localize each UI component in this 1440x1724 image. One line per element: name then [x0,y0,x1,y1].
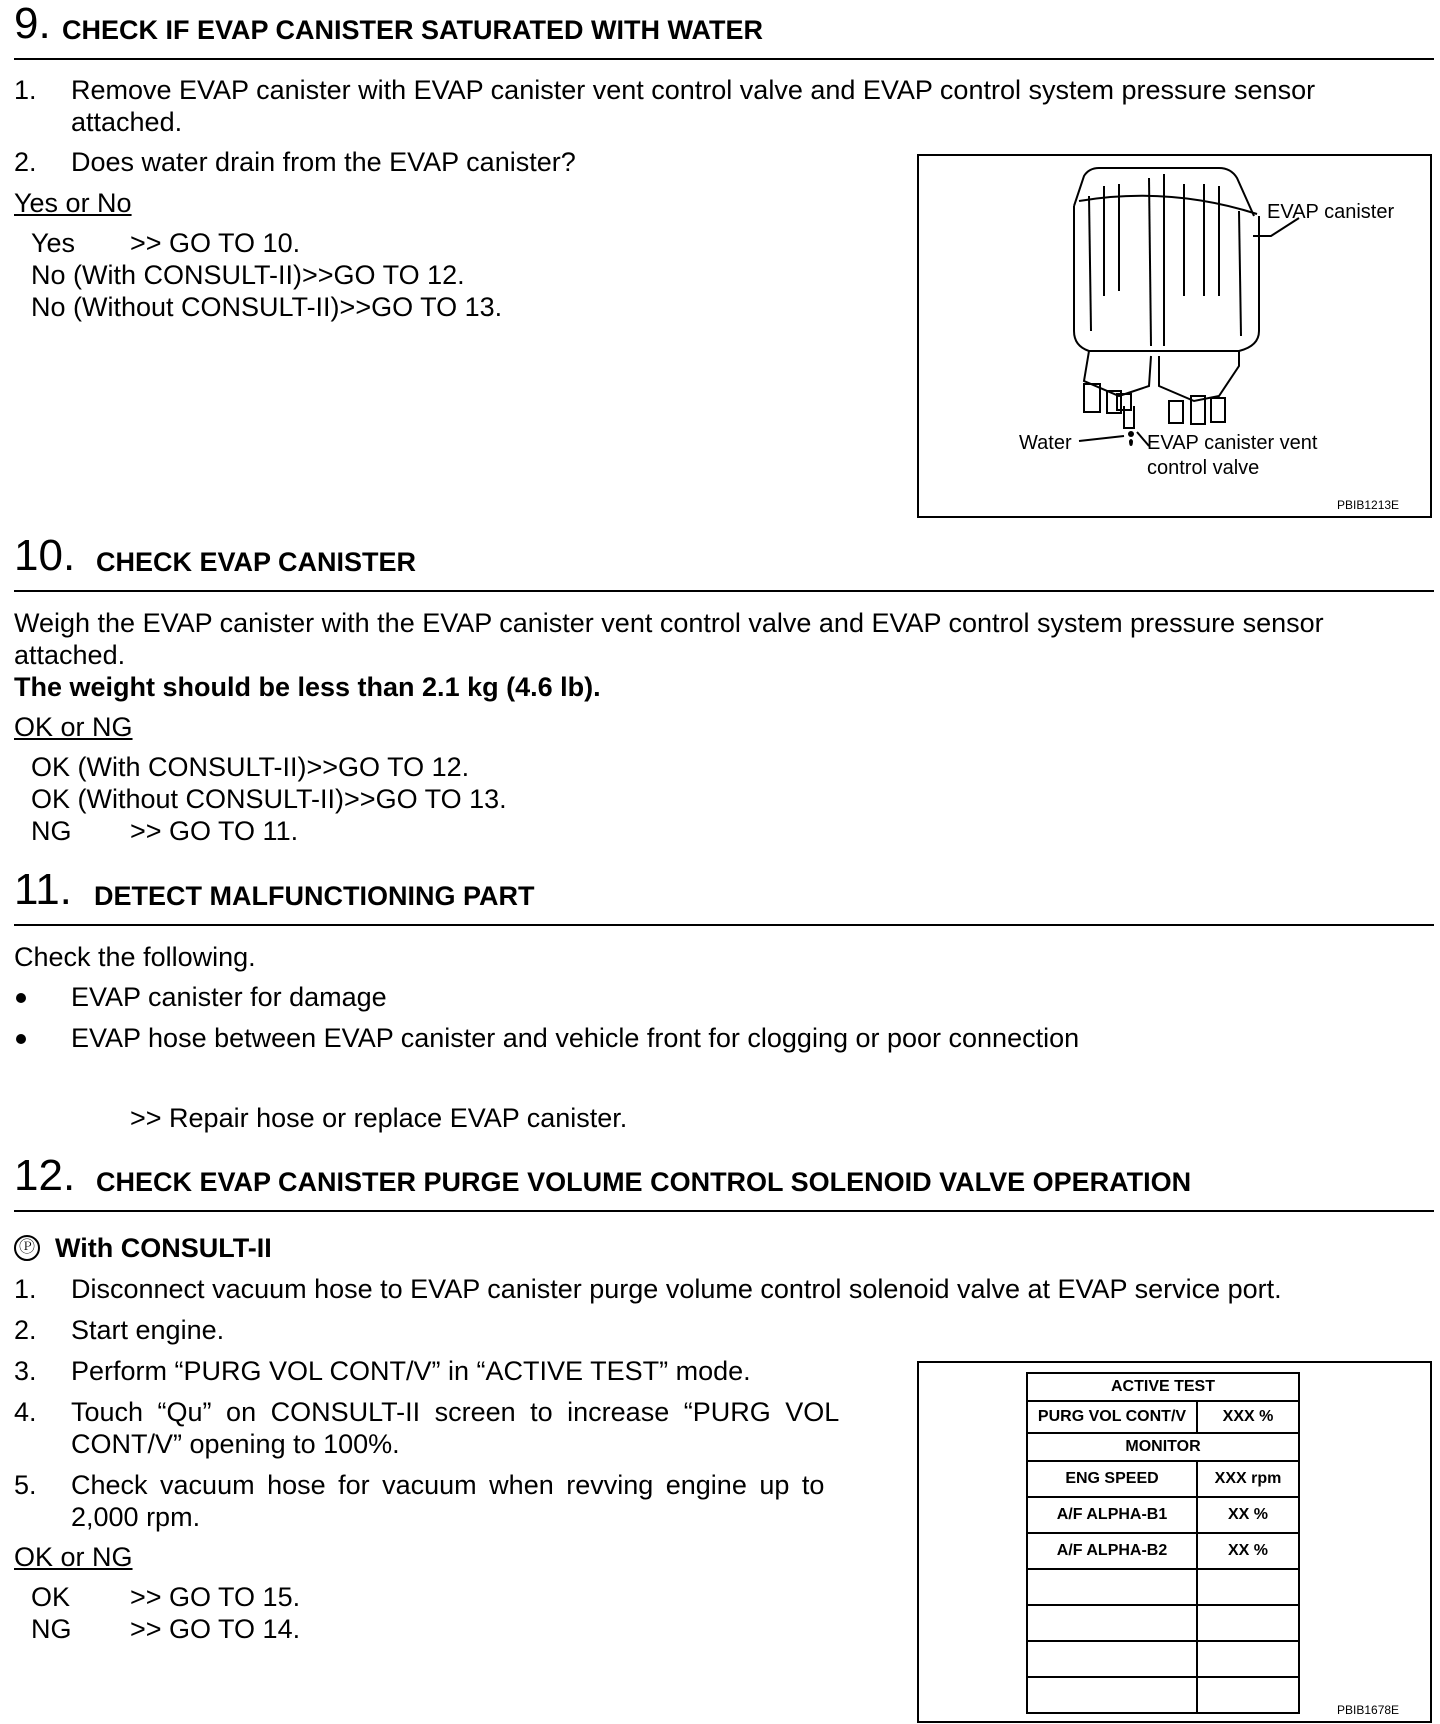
step12-item4-number: 4. [14,1397,37,1427]
step10-header [14,532,1434,592]
active-test-figure [917,1361,1432,1723]
step11-title: DETECT MALFUNCTIONING PART [94,881,535,911]
step12-answer-ng-key: NG [31,1614,72,1644]
table-cell-label: A/F ALPHA-B1 [1027,1497,1197,1533]
table-row [1027,1461,1299,1497]
step12-item2-number: 2. [14,1315,37,1345]
step9-number: 9. [14,0,51,48]
step12-answer-ng-value: >> GO TO 14. [130,1614,301,1644]
step12-item5-text-cont: 2,000 rpm. [71,1502,201,1532]
step12-item3-text: Perform “PURG VOL CONT/V” in “ACTIVE TEST” mode. [71,1356,751,1386]
step10-answer-ok-with: OK (With CONSULT-II)>>GO TO 12. [31,752,470,782]
step9-item1-text-cont: attached. [71,107,183,137]
step10-number: 10. [14,531,76,580]
figure-code: PBIB1213E [1337,498,1400,512]
label-evap-canister: EVAP canister [1267,201,1395,223]
table-cell-label: PURG VOL CONT/V [1027,1401,1197,1433]
step12-answer-ok-value: >> GO TO 15. [130,1582,301,1612]
step9-answer-yes-key: Yes [31,228,76,258]
step9-item1-text: Remove EVAP canister with EVAP canister vent control valve and EVAP control system pressure sensor [71,75,1316,105]
table-cell-empty [1027,1641,1197,1677]
bullet-dot [16,1034,26,1044]
consult-icon: Ⓟ [14,1235,40,1261]
step12-item5-number: 5. [14,1470,37,1500]
step12-number: 12. [14,1151,76,1200]
step10-answer-ng-value: >> GO TO 11. [130,816,299,846]
step11-header [14,866,1434,926]
monitor-header: MONITOR [1027,1433,1299,1461]
table-cell-empty [1027,1605,1197,1641]
table-row [1027,1497,1299,1533]
table-cell-label: ENG SPEED [1027,1461,1197,1497]
step10-text: Weigh the EVAP canister with the EVAP canister vent control valve and EVAP control system pressure sensor [14,608,1324,638]
step9-header [14,0,1434,60]
step9-answer-yes-value: >> GO TO 10. [130,228,301,258]
step12-item1-number: 1. [14,1274,37,1304]
step12-question: OK or NG [14,1542,133,1572]
step12-title: CHECK EVAP CANISTER PURGE VOLUME CONTROL SOLENOID VALVE OPERATION [96,1167,1192,1197]
step12-header [14,1152,1434,1212]
table-row [1027,1605,1299,1641]
table-cell-empty [1197,1569,1299,1605]
step10-text-cont: attached. [14,640,126,670]
step9-answer-no-without: No (Without CONSULT-II)>>GO TO 13. [31,292,503,322]
label-vent-valve-line2: control valve [1147,457,1260,479]
table-cell-value: XX % [1197,1497,1299,1533]
table-cell-empty [1027,1569,1197,1605]
table-row [1027,1641,1299,1677]
step12-item3-number: 3. [14,1356,37,1386]
step10-title: CHECK EVAP CANISTER [96,547,417,577]
step9-answer-no-with: No (With CONSULT-II)>>GO TO 12. [31,260,465,290]
table-cell-empty [1027,1677,1197,1713]
table-cell-label: A/F ALPHA-B2 [1027,1533,1197,1569]
evap-canister-figure [917,154,1432,518]
table-cell-empty [1197,1677,1299,1713]
table-row [1027,1373,1299,1401]
table-row [1027,1401,1299,1433]
table-cell-empty [1197,1641,1299,1677]
step12-with-consult: With CONSULT-II [55,1233,272,1263]
step11-action: >> Repair hose or replace EVAP canister. [130,1103,628,1133]
step10-answer-ok-without: OK (Without CONSULT-II)>>GO TO 13. [31,784,507,814]
step12-item4-text-cont: CONT/V” opening to 100%. [71,1429,400,1459]
step12-item4-text: Touch “Qu” on CONSULT-II screen to increase “PURG VOL [71,1397,840,1427]
step11-number: 11. [14,865,72,914]
bullet-dot [16,993,26,1003]
table-row [1027,1569,1299,1605]
step10-answer-ng-key: NG [31,816,72,846]
step11-bullet1: EVAP canister for damage [71,982,387,1012]
active-test-header: ACTIVE TEST [1027,1373,1299,1401]
table-cell-value: XX % [1197,1533,1299,1569]
table-row [1027,1433,1299,1461]
figure-code: PBIB1678E [1337,1703,1400,1717]
label-vent-valve-line1: EVAP canister vent [1147,432,1318,454]
step12-item1-text: Disconnect vacuum hose to EVAP canister purge volume control solenoid valve at EVAP service port. [71,1274,1282,1304]
table-cell-empty [1197,1605,1299,1641]
table-cell-value: XXX rpm [1197,1461,1299,1497]
step11-bullet2: EVAP hose between EVAP canister and vehicle front for clogging or poor connection [71,1023,1080,1053]
step10-question: OK or NG [14,712,133,742]
step10-spec: The weight should be less than 2.1 kg (4.6 lb). [14,672,601,702]
table-cell-value: XXX % [1197,1401,1299,1433]
step9-question: Yes or No [14,188,132,218]
table-row [1027,1533,1299,1569]
step12-item5-text: Check vacuum hose for vacuum when revving engine up to [71,1470,825,1500]
step12-item2-text: Start engine. [71,1315,225,1345]
step9-item2-number: 2. [14,147,37,177]
label-water: Water [1019,432,1072,454]
step12-answer-ok-key: OK [31,1582,71,1612]
step9-item1-number: 1. [14,75,37,105]
step11-intro: Check the following. [14,942,256,972]
step9-item2-text: Does water drain from the EVAP canister? [71,147,576,177]
table-row [1027,1677,1299,1713]
active-test-table [1026,1372,1300,1714]
step9-title: CHECK IF EVAP CANISTER SATURATED WITH WATER [62,15,763,45]
